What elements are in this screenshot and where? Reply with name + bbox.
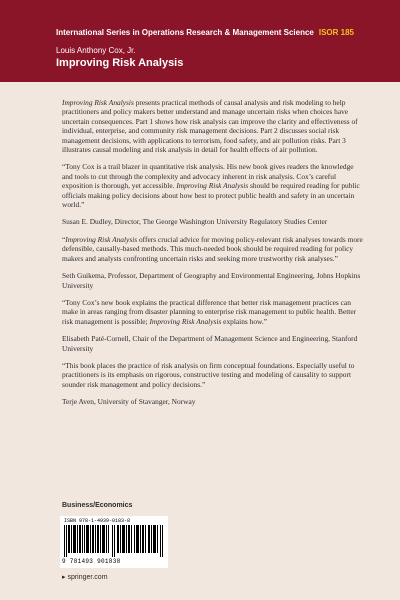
- barcode-digits: 9 781493 901838: [62, 558, 121, 565]
- description-paragraph: [62, 98, 366, 154]
- review-quote-title: Improving Risk Analysis: [149, 316, 222, 326]
- isbn-label: ISBN 978-1-4939-0183-8: [64, 518, 131, 524]
- review-quote-title: Improving Risk Analysis: [176, 181, 249, 191]
- review-quote-text: “Tony Cox’s new book explains the practical difference that better risk management practices can make in areas ranging from disaster planning to enterprise risk management to public health. Better risk management is possible;: [62, 297, 357, 326]
- series-line: [56, 28, 354, 37]
- review-quote-title: Improving Risk Analysis: [65, 234, 138, 244]
- review-attribution: Seth Guikema, Professor, Department of Geography and Environmental Engineering, Johns Hopkins University: [62, 271, 361, 290]
- isbn-barcode: [60, 516, 168, 568]
- description-title: Improving Risk Analysis: [62, 98, 134, 107]
- book-title: Improving Risk Analysis: [56, 57, 184, 69]
- review-quote-text: offers crucial advice for moving policy-relevant risk analyses towards more defensible, causally-based methods. This much-needed book should be required reading for policy makers and analysts confronting uncertain risks and seeking more trustworthy risk analyses.”: [62, 234, 363, 263]
- review-attribution: Elisabeth Paté-Cornell, Chair of the Department of Management Science and Engineering, Stanford University: [62, 334, 358, 353]
- review-quote: [62, 298, 366, 326]
- author-name: Louis Anthony Cox, Jr.: [56, 46, 136, 55]
- review-quote-text: “This book places the practice of risk analysis on firm conceptual foundations. Especially useful to practitioners is its emphasis on rigorous, constructive testing and modeling of causality to support sounder risk management and policy decisions.”: [62, 360, 355, 389]
- cover-header: [0, 0, 400, 82]
- review-quote-text: “: [62, 234, 66, 244]
- review-quote: [62, 162, 366, 209]
- review-quote-text: explains how.”: [221, 316, 268, 326]
- review-attribution: Terje Aven, University of Stavanger, Norway: [62, 397, 196, 407]
- review-quote: [62, 361, 366, 389]
- review-quote-text: should be required reading for public officials making policy decisions about how best to protect public health and safety in an uncertain world.”: [62, 181, 360, 210]
- review-quote-text: “Tony Cox is a trail blazer in quantitative risk analysis. His new book gives readers the knowledge and tools to cut through the complexity and advocacy inherent in risk analysis. Cox’s careful exposition is thorough, yet accessible.: [62, 162, 354, 191]
- subject-category: Business/Economics: [62, 502, 133, 509]
- publisher-website[interactable]: ▸ springer.com: [62, 574, 108, 581]
- cover-text: [62, 98, 366, 415]
- description-text: presents practical methods of causal analysis and risk modeling to help practitioners and policy makers better understand and manage uncertain risks when choices have uncertain consequences. Part 1 shows how risk analysis can improve the clarity and effectiveness of individual, enterprise, and community risk management decisions. Part 2 discusses social risk management decisions, with applications to terrorism, food safety, and air pollution risks. Part 3 illustrates causal modeling and risk analysis in detail for health effects of air pollution.: [62, 98, 358, 155]
- barcode-icon: [64, 525, 164, 557]
- series-number: ISOR 185: [318, 28, 355, 37]
- review-attribution: Susan E. Dudley, Director, The George Washington University Regulatory Studies Center: [62, 217, 328, 227]
- review-quote: [62, 235, 366, 263]
- series-name: International Series in Operations Research & Management Science: [56, 28, 314, 37]
